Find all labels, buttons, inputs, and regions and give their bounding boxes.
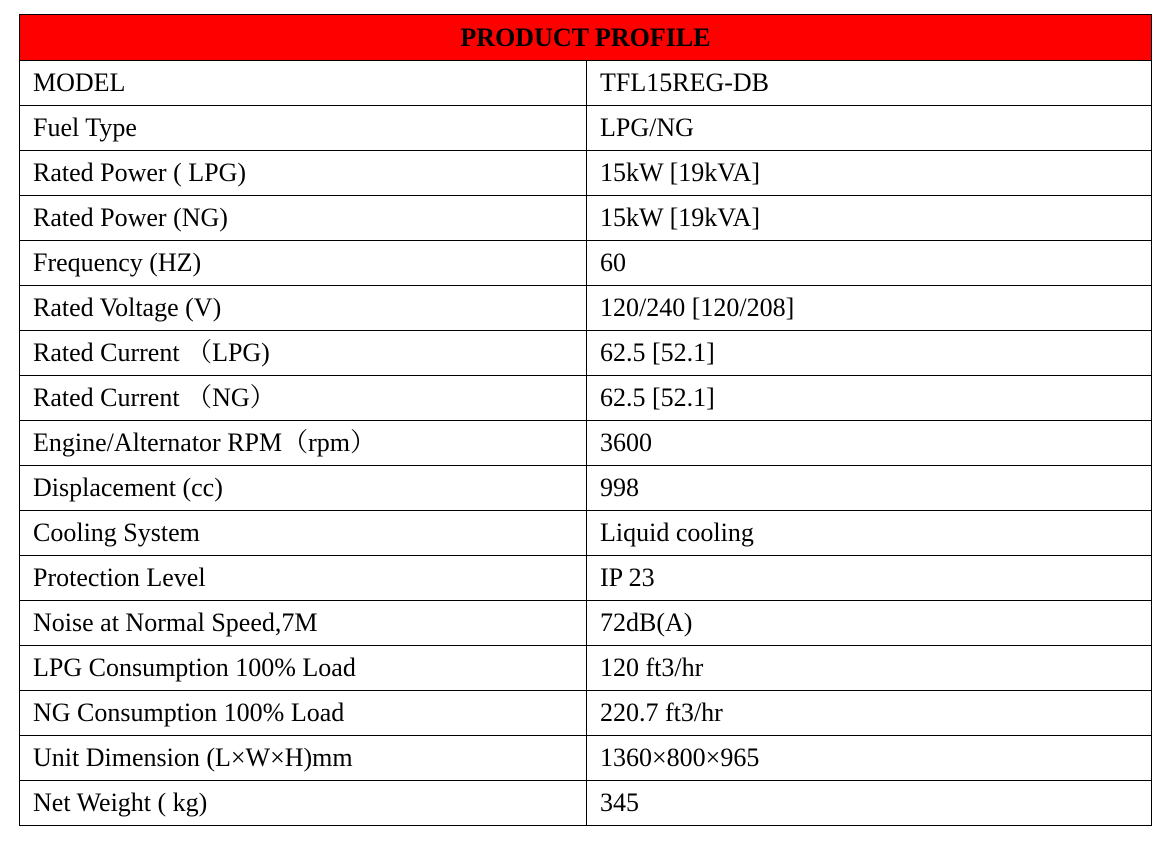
table-row bbox=[20, 736, 1152, 781]
spec-label: Noise at Normal Speed,7M bbox=[20, 601, 587, 646]
spec-value: 15kW [19kVA] bbox=[587, 196, 1152, 241]
table-row bbox=[20, 151, 1152, 196]
table-row bbox=[20, 286, 1152, 331]
table-row bbox=[20, 376, 1152, 421]
spec-value: Liquid cooling bbox=[587, 511, 1152, 556]
spec-label: Unit Dimension (L×W×H)mm bbox=[20, 736, 587, 781]
spec-value: 1360×800×965 bbox=[587, 736, 1152, 781]
spec-label: Rated Current （LPG) bbox=[20, 331, 587, 376]
spec-rows bbox=[20, 61, 1152, 826]
spec-value: 15kW [19kVA] bbox=[587, 151, 1152, 196]
table-row bbox=[20, 646, 1152, 691]
spec-value: LPG/NG bbox=[587, 106, 1152, 151]
table-row bbox=[20, 556, 1152, 601]
spec-value: 220.7 ft3/hr bbox=[587, 691, 1152, 736]
spec-value: 62.5 [52.1] bbox=[587, 376, 1152, 421]
table-row bbox=[20, 466, 1152, 511]
spec-value: IP 23 bbox=[587, 556, 1152, 601]
table-row bbox=[20, 106, 1152, 151]
spec-value: TFL15REG-DB bbox=[587, 61, 1152, 106]
table-row bbox=[20, 421, 1152, 466]
table-row bbox=[20, 601, 1152, 646]
spec-label: Protection Level bbox=[20, 556, 587, 601]
product-profile-table bbox=[19, 14, 1152, 826]
table-title: PRODUCT PROFILE bbox=[20, 15, 1152, 61]
spec-label: Frequency (HZ) bbox=[20, 241, 587, 286]
spec-label: Rated Power (NG) bbox=[20, 196, 587, 241]
table-header-row bbox=[20, 15, 1152, 61]
spec-value: 120 ft3/hr bbox=[587, 646, 1152, 691]
spec-label: Rated Current （NG） bbox=[20, 376, 587, 421]
spec-label: Cooling System bbox=[20, 511, 587, 556]
table-row bbox=[20, 331, 1152, 376]
spec-value: 62.5 [52.1] bbox=[587, 331, 1152, 376]
table-row bbox=[20, 196, 1152, 241]
spec-label: Engine/Alternator RPM（rpm） bbox=[20, 421, 587, 466]
product-profile-sheet bbox=[19, 14, 1151, 826]
spec-value: 998 bbox=[587, 466, 1152, 511]
table-row bbox=[20, 241, 1152, 286]
spec-value: 60 bbox=[587, 241, 1152, 286]
spec-label: LPG Consumption 100% Load bbox=[20, 646, 587, 691]
spec-value: 120/240 [120/208] bbox=[587, 286, 1152, 331]
table-row bbox=[20, 61, 1152, 106]
spec-label: Rated Power ( LPG) bbox=[20, 151, 587, 196]
spec-label: Rated Voltage (V) bbox=[20, 286, 587, 331]
table-row bbox=[20, 511, 1152, 556]
spec-label: MODEL bbox=[20, 61, 587, 106]
spec-value: 3600 bbox=[587, 421, 1152, 466]
spec-label: Displacement (cc) bbox=[20, 466, 587, 511]
spec-value: 345 bbox=[587, 781, 1152, 826]
table-row bbox=[20, 781, 1152, 826]
spec-value: 72dB(A) bbox=[587, 601, 1152, 646]
spec-label: Fuel Type bbox=[20, 106, 587, 151]
spec-label: NG Consumption 100% Load bbox=[20, 691, 587, 736]
spec-label: Net Weight ( kg) bbox=[20, 781, 587, 826]
table-row bbox=[20, 691, 1152, 736]
